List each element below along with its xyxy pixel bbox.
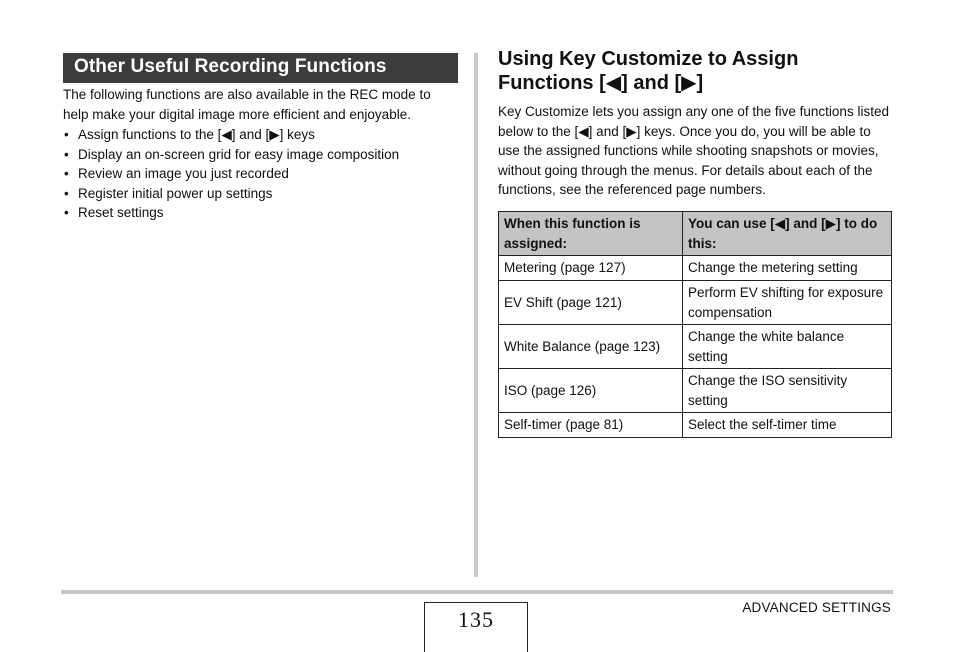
footer-rule: [61, 590, 893, 594]
bullet-icon: •: [64, 146, 69, 162]
key-customize-heading: Using Key Customize to Assign Functions [◀] and [▶]: [498, 48, 799, 94]
list-item: [63, 164, 458, 184]
left-intro-paragraph: The following functions are also available in the REC mode to help make your digital image more efficient and enjoyable.: [63, 87, 431, 122]
left-column: [63, 53, 458, 223]
table-cell-function: ISO (page 126): [499, 369, 683, 413]
table-header-row: [499, 212, 892, 256]
right-column: [498, 47, 892, 200]
bullet-icon: •: [64, 127, 69, 142]
bullet-icon: •: [64, 185, 69, 201]
column-divider: [474, 53, 478, 577]
function-assignment-table: [498, 211, 892, 438]
list-item: [63, 145, 458, 165]
list-item-text: Review an image you just recorded: [78, 166, 289, 181]
table-header-function: When this function is assigned:: [499, 212, 683, 256]
table-row: [499, 413, 892, 438]
table-header-usage: You can use [◀] and [▶] to do this:: [683, 212, 892, 256]
table-cell-usage: Select the self-timer time: [683, 413, 892, 438]
table-cell-function: Metering (page 127): [499, 256, 683, 281]
list-item-text: Assign functions to the [◀] and [▶] keys: [78, 127, 315, 142]
section-banner-title: Other Useful Recording Functions: [63, 53, 458, 83]
table-row: [499, 281, 892, 325]
list-item-text: Reset settings: [78, 205, 164, 220]
bullet-icon: •: [64, 166, 69, 181]
table-row: [499, 325, 892, 369]
list-item-text: Display an on-screen grid for easy image composition: [78, 146, 400, 162]
table-cell-function: Self-timer (page 81): [499, 413, 683, 438]
list-item: [63, 125, 458, 145]
list-item: [63, 203, 458, 223]
list-item: [63, 184, 458, 204]
table-cell-function: White Balance (page 123): [499, 325, 683, 369]
table-row: [499, 256, 892, 281]
page-number: 135: [424, 602, 528, 652]
table-cell-usage: Change the white balance setting: [683, 325, 892, 369]
table-row: [499, 369, 892, 413]
bullet-icon: •: [64, 205, 69, 220]
list-item-text: Register initial power up settings: [78, 185, 273, 201]
table-cell-usage: Change the metering setting: [683, 256, 892, 281]
function-bullet-list: [63, 125, 458, 223]
table-cell-function: EV Shift (page 121): [499, 281, 683, 325]
footer-section-label: ADVANCED SETTINGS: [742, 600, 891, 615]
table-cell-usage: Perform EV shifting for exposure compensation: [683, 281, 892, 325]
key-customize-intro: Key Customize lets you assign any one of the five functions listed below to the [◀] and [▶] keys. Once you do, you will be able to use the assigned functions while shooting snapshots or movies, without going through the menus. For details about each of the functions, see the referenced page numbers.: [498, 104, 889, 197]
table-cell-usage: Change the ISO sensitivity setting: [683, 369, 892, 413]
